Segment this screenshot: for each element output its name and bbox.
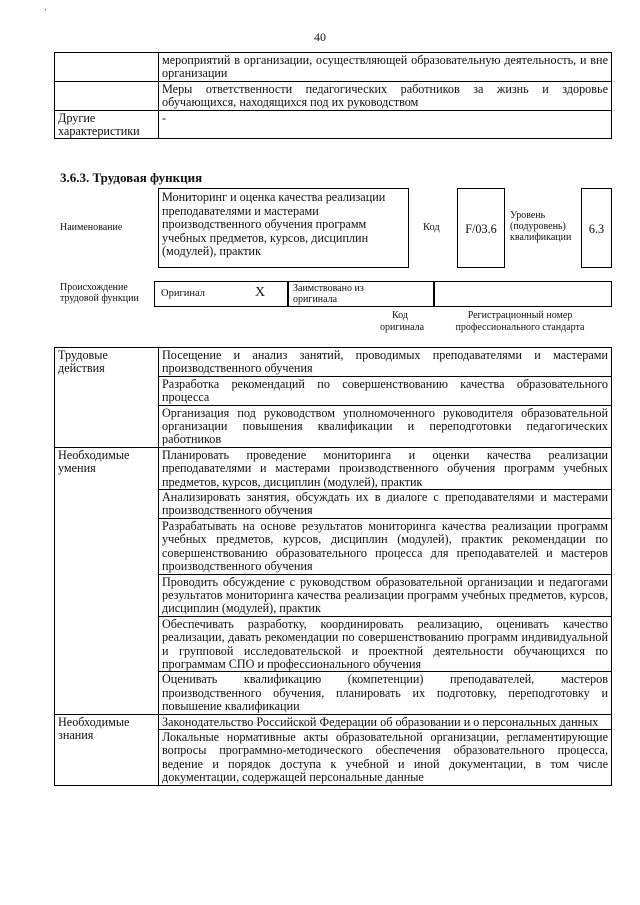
table-row <box>55 714 612 729</box>
table-cell: Обеспечивать разработку, координировать реализацию, оценивать качество реализации, давать рекомендации по совершенствованию программ индивидуальной и групповой исследовательской и проектной деятельности обучающихся по программам СПО и профессионального обучения <box>159 616 612 672</box>
reg-number-label: Регистрационный номер профессионального стандарта <box>455 310 585 333</box>
table-row <box>55 81 612 110</box>
row-text: Меры ответственности педагогических работников за жизнь и здоровье обучающихся, находящихся под их руководством <box>159 81 612 110</box>
code-value: F/03.6 <box>457 188 505 268</box>
table-cell: Разработка рекомендаций по совершенствованию качества образовательного процесса <box>159 376 612 405</box>
table-row <box>55 53 612 82</box>
row-label <box>55 53 159 82</box>
section-label: Необходимые знания <box>55 714 159 785</box>
table-cell: Оценивать квалификацию (компетенции) преподавателей, мастеров производственного обучения, планировать их подготовку, переподготовку и повышение квалификации <box>159 672 612 714</box>
row-text: - <box>159 110 612 139</box>
row-label: Другие характеристики <box>55 110 159 139</box>
section-title: 3.6.3. Трудовая функция <box>60 170 203 185</box>
table-cell: Локальные нормативные акты образовательной организации, регламентирующие вопросы программно-методического обеспечения образовательного процесса, ведение и порядок доступа к учебной и иной документации, в том числе документации, содержащей персональные данные <box>159 729 612 785</box>
level-value: 6.3 <box>581 188 612 268</box>
origin-label: Происхождение трудовой функции <box>60 282 139 304</box>
table-cell: Анализировать занятия, обсуждать их в диалоге с преподавателями и мастерами производственного обучения <box>159 490 612 519</box>
table-cell: Планировать проведение мониторинга и оценки качества реализации преподавателями и мастерами производственного обучения программ учебных предметов, курсов, дисциплин (модулей), практик <box>159 447 612 489</box>
registration-cell <box>434 281 612 307</box>
corner-mark: ˈ <box>44 8 48 19</box>
section-label: Трудовые действия <box>55 348 159 448</box>
main-table <box>54 347 612 786</box>
original-cell <box>154 281 288 307</box>
row-label <box>55 81 159 110</box>
row-text: мероприятий в организации, осуществляющей образовательную деятельность, и вне организации <box>159 53 612 82</box>
section-label: Необходимые умения <box>55 447 159 714</box>
table-row <box>55 447 612 489</box>
original-mark: X <box>255 285 266 300</box>
table-cell: Разрабатывать на основе результатов мониторинга качества реализации программ учебных предметов, курсов, дисциплин (модулей), практик рекомендации по совершенствованию образовательного процесса для преподавателей и мастеров производственного обучения <box>159 518 612 574</box>
name-label: Наименование <box>60 222 123 233</box>
table-row <box>55 348 612 377</box>
original-code-label: Код оригинала <box>380 310 425 333</box>
borrowed-cell <box>288 281 434 307</box>
page-number: 40 <box>314 30 326 44</box>
table-cell: Законодательство Российской Федерации об образовании и о персональных данных <box>159 714 612 729</box>
table-cell: Проводить обсуждение с руководством образовательной организации и педагогами результатов мониторинга качества реализации программ учебных предметов, курсов, дисциплин (модулей), практик <box>159 574 612 616</box>
name-value: Мониторинг и оценка качества реализации преподавателями и мастерами производственного обучения программ учебных предметов, курсов, дисциплин (модулей), практик <box>158 188 409 268</box>
borrowed-label: Заимствовано из оригинала <box>293 283 364 305</box>
top-table <box>54 52 612 139</box>
table-row <box>55 110 612 139</box>
original-label: Оригинал <box>161 288 205 299</box>
table-cell: Организация под руководством уполномоченного руководителя образовательной организации повышения квалификации и переподготовки педагогических работников <box>159 405 612 447</box>
level-label: Уровень (подуровень) квалификации <box>510 210 572 243</box>
table-cell: Посещение и анализ занятий, проводимых преподавателями и мастерами производственного обучения <box>159 348 612 377</box>
code-label: Код <box>423 222 440 233</box>
